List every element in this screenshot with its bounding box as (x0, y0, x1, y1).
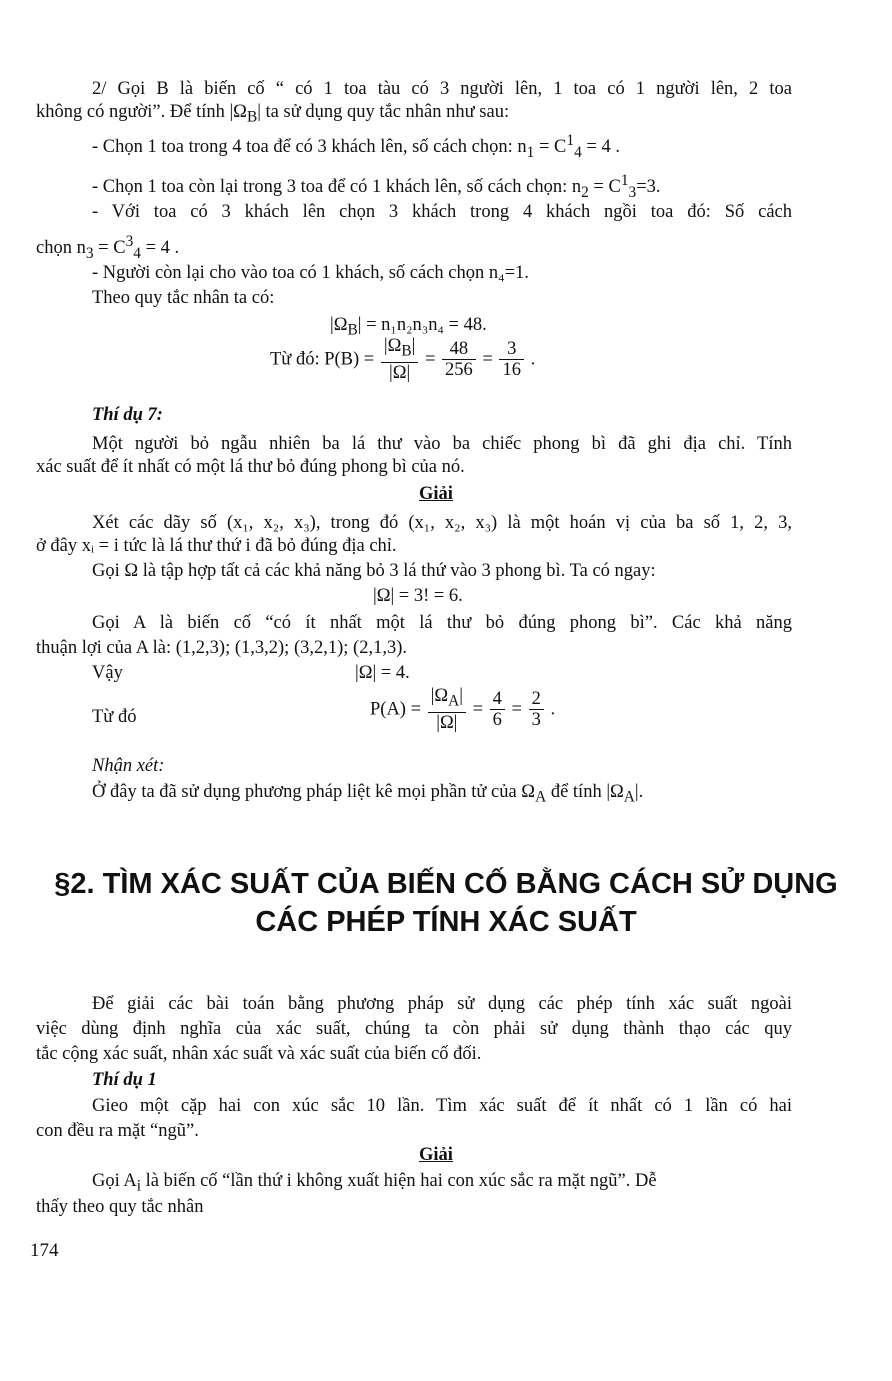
text-line: - Với toa có 3 khách lên chọn 3 khách trong 4 khách ngồi toa đó: Số cách (92, 202, 792, 222)
text-line: - Chọn 1 toa còn lại trong 3 toa để có 1 khách lên, số cách chọn: $n_2 = C^1_3=3$. (92, 172, 661, 201)
text-line: 2/ Gọi B là biến cố “ có 1 toa tàu có 3 người lên, 1 toa có 1 người lên, 2 toa (92, 79, 792, 99)
text-line: chọn $n_3 = C^3_4 = 4$ . (36, 233, 180, 262)
example-heading: Thí dụ 7: (92, 405, 163, 425)
equation: P(A) = $\frac{|\Omega_A|}{|\Omega|}$ = $\frac{4}{6}$ = $\frac{2}{3}$ . (370, 686, 556, 733)
text-line: Gọi A là biến cố “có ít nhất một lá thư bỏ đúng phong bì”. Các khả năng (92, 613, 792, 633)
page-number: 174 (30, 1240, 59, 1261)
text-line: tắc cộng xác suất, nhân xác suất và xác suất của biến cố đối. (36, 1044, 482, 1064)
text-line: Gieo một cặp hai con xúc sắc 10 lần. Tìm xác suất để ít nhất có 1 lần có hai (92, 1096, 792, 1116)
text-line: - Chọn 1 toa trong 4 toa để có 3 khách lên, số cách chọn: $n_1 = C^1_4 = 4$ . (92, 132, 620, 161)
text-line: Để giải các bài toán bằng phương pháp sử dụng các phép tính xác suất ngoài (92, 994, 792, 1014)
text-line: con đều ra mặt “ngũ”. (36, 1121, 199, 1141)
section-title: §2. TÌM XÁC SUẤT CỦA BIẾN CỐ BẰNG CÁCH SỬ DỤNG (54, 868, 838, 900)
text-line: Xét các dãy số (x₁, x₂, x₃), trong đó (x₁, x₂, x₃) là một hoán vị của ba số 1, 2, 3, (92, 513, 792, 533)
text-line: ở đây xᵢ = i tức là lá thư thứ i đã bỏ đúng địa chỉ. (36, 536, 397, 556)
remark-heading: Nhận xét: (92, 756, 165, 776)
text-line: xác suất để ít nhất có một lá thư bỏ đúng phong bì của nó. (36, 457, 465, 477)
text-line: Theo quy tắc nhân ta có: (92, 288, 275, 308)
equation: Từ đó: P(B) = $\frac{|\Omega_B|}{|\Omega|}$ = $\frac{48}{256}$ = $\frac{3}{16}$ . (270, 336, 536, 383)
solution-heading: Giải (419, 1145, 453, 1165)
text-line: Từ đó (92, 707, 137, 727)
text-line: - Người còn lại cho vào toa có 1 khách, số cách chọn n₄=1. (92, 263, 529, 283)
equation: |Ω| = 4. (355, 663, 410, 683)
text-line: Gọi Ω là tập hợp tất cả các khả năng bỏ 3 lá thứ vào 3 phong bì. Ta có ngay: (92, 561, 656, 581)
equation: $|\Omega_B| = n_1n_2n_3n_4 = 48$. (330, 315, 487, 339)
example-heading: Thí dụ 1 (92, 1070, 157, 1090)
text-line: thuận lợi của A là: (1,2,3); (1,3,2); (3,2,1); (2,1,3). (36, 638, 407, 658)
text-line: thấy theo quy tắc nhân (36, 1197, 204, 1217)
text-line: Gọi $A_i$ là biến cố “lần thứ i không xuất hiện hai con xúc sắc ra mặt ngũ”. Dễ (92, 1171, 657, 1195)
section-title: CÁC PHÉP TÍNH XÁC SUẤT (255, 906, 637, 938)
text-line: Vậy (92, 663, 123, 683)
text-line: không có người”. Để tính $|\Omega_B|$ ta sử dụng quy tắc nhân như sau: (36, 102, 510, 126)
text-line: Ở đây ta đã sử dụng phương pháp liệt kê mọi phần tử của $\Omega_A$ để tính $|\Omega_A|$. (92, 782, 644, 806)
text-line: việc dùng định nghĩa của xác suất, chúng ta còn phải sử dụng thành thạo các quy (36, 1019, 792, 1039)
solution-heading: Giải (419, 484, 453, 504)
text-line: Một người bỏ ngẫu nhiên ba lá thư vào ba chiếc phong bì đã ghi địa chỉ. Tính (92, 434, 792, 454)
equation: |Ω| = 3! = 6. (373, 586, 463, 606)
